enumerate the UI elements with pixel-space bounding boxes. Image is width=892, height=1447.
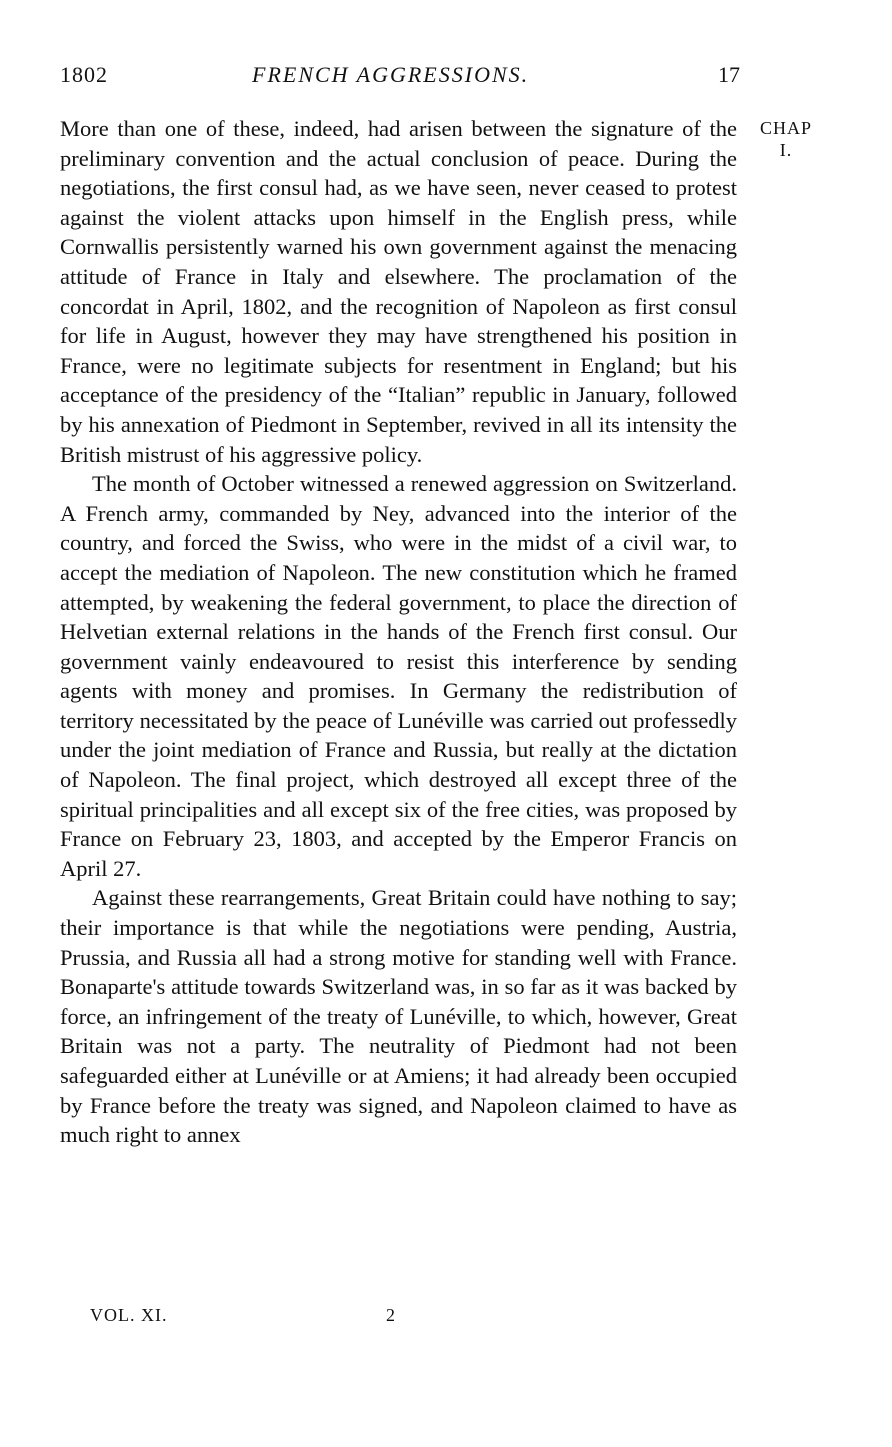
header-year: 1802 (60, 62, 108, 87)
chapter-margin-note (746, 117, 826, 161)
body-text (60, 114, 737, 1150)
running-header (60, 62, 740, 92)
paragraph-1: More than one of these, indeed, had arisen between the signature of the preliminary convention and the actual conclusion of peace. During the negotiations, the first consul had, as we have seen, never ceased to protest against the violent attacks upon himself in the English press, while Cornwallis persistently warned his own government against the menacing attitude of France in Italy and elsewhere. The proclamation of the concordat in April, 1802, and the recognition of Napoleon as first consul for life in August, however they may have strengthened his position in France, were no legitimate subjects for resentment in England; but his acceptance of the presidency of the “Italian” republic in January, followed by his annexation of Piedmont in September, revived in all its intensity the British mistrust of his aggressive policy. (60, 116, 737, 467)
page-number: 17 (718, 62, 740, 87)
signature-mark: 2 (386, 1305, 395, 1325)
chapter-number: I. (779, 140, 793, 160)
paragraph-3: Against these rearrangements, Great Britain could have nothing to say; their importance is that while the negotiations were pending, Austria, Prussia, and Russia all had a strong motive for standing well with France. Bonaparte's attitude towards Switzerland was, in so far as it was backed by force, an infringement of the treaty of Lunéville, to which, however, Great Britain was not a party. The neutrality of Piedmont had not been safeguarded either at Lunéville or at Amiens; it had already been occupied by France before the treaty was signed, and Napoleon claimed to have as much right to annex (60, 885, 737, 1148)
header-title: FRENCH AGGRESSIONS. (252, 62, 530, 87)
volume-label: VOL. XI. (90, 1305, 168, 1325)
chapter-label: CHAP (759, 118, 812, 138)
paragraph-2: The month of October witnessed a renewed aggression on Switzerland. A French army, commanded by Ney, advanced into the interior of the country, and forced the Swiss, who were in the midst of a civil war, to accept the mediation of Napoleon. The new constitution which he framed attempted, by weakening the federal government, to place the direction of Helvetian external relations in the hands of the French first consul. Our government vainly endeavoured to resist this interference by sending agents with money and promises. In Germany the redistribution of territory necessitated by the peace of Lunéville was carried out professedly under the joint mediation of France and Russia, but really at the dictation of Napoleon. The final project, which destroyed all except three of the spiritual principalities and all except six of the free cities, was proposed by France on February 23, 1803, and accepted by the Emperor Francis on April 27. (60, 471, 737, 881)
page-footer (90, 1305, 490, 1335)
